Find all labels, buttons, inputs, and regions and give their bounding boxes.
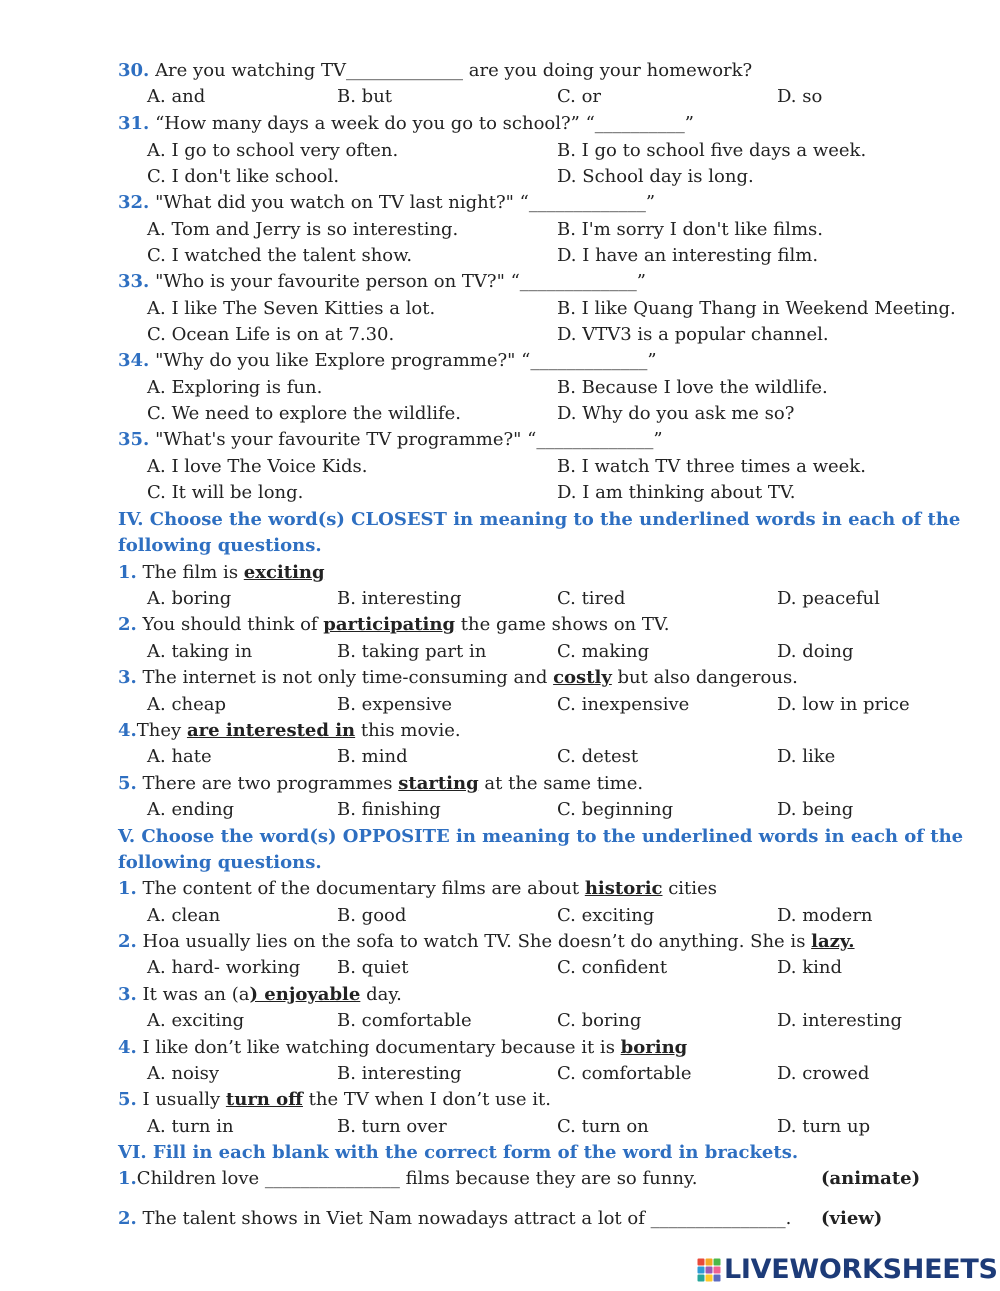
- section-v-heading-cont: following questions.: [118, 852, 322, 873]
- question-text: Are you watching TV_____________ are you doing your homework?: [155, 60, 753, 81]
- options-row: [118, 296, 968, 322]
- underlined-word: exciting: [243, 562, 325, 583]
- option-a[interactable]: A. turn in: [147, 1116, 234, 1137]
- options-row: [118, 586, 968, 612]
- question-number: 33.: [118, 271, 150, 292]
- option-c[interactable]: C. boring: [557, 1010, 642, 1031]
- question-number: 4.: [118, 720, 137, 741]
- options-row: [118, 480, 968, 506]
- question-number: 1.: [118, 878, 137, 899]
- question-number: 2.: [118, 1208, 137, 1229]
- sec4-question-2: [118, 612, 968, 638]
- option-d[interactable]: D. being: [777, 799, 854, 820]
- question-text-pre: It was an (a: [142, 984, 250, 1005]
- option-b[interactable]: B. good: [337, 905, 407, 926]
- question-text-post: the game shows on TV.: [455, 614, 670, 635]
- question-number: 1.: [118, 1168, 137, 1189]
- option-d[interactable]: D. so: [777, 86, 823, 107]
- option-b[interactable]: B. I like Quang Thang in Weekend Meeting.: [557, 298, 956, 319]
- logo-grid-icon: [697, 1258, 721, 1282]
- option-a[interactable]: A. taking in: [147, 641, 253, 662]
- question-text: "Why do you like Explore programme?" “_____________”: [155, 350, 657, 371]
- question-text-post: this movie.: [355, 720, 461, 741]
- option-c[interactable]: C. I don't like school.: [147, 166, 340, 187]
- option-b[interactable]: B. I'm sorry I don't like films.: [557, 219, 823, 240]
- sec6-question-1: [118, 1166, 968, 1192]
- underlined-word: ) enjoyable: [249, 984, 361, 1005]
- sec5-question-3: [118, 982, 968, 1008]
- question-text-pre: The film is: [142, 562, 244, 583]
- question-32: [118, 190, 968, 216]
- section-iv-heading: IV. Choose the word(s) CLOSEST in meaning to the underlined words in each of the: [118, 509, 961, 530]
- question-number: 2.: [118, 931, 137, 952]
- options-row: [118, 401, 968, 427]
- option-d[interactable]: D. doing: [777, 641, 854, 662]
- options-row: [118, 1061, 968, 1087]
- logo-square: [714, 1267, 721, 1274]
- option-b[interactable]: B. quiet: [337, 957, 409, 978]
- liveworksheets-logo: [697, 1252, 997, 1288]
- logo-square: [698, 1275, 705, 1282]
- options-row: [118, 639, 968, 665]
- option-d[interactable]: D. peaceful: [777, 588, 880, 609]
- option-c[interactable]: C. making: [557, 641, 650, 662]
- question-text-post: day.: [360, 984, 402, 1005]
- options-row: [118, 1114, 968, 1140]
- logo-square: [706, 1267, 713, 1274]
- question-number: 35.: [118, 429, 150, 450]
- question-text: “How many days a week do you go to school?” “__________”: [155, 113, 694, 134]
- question-text: "Who is your favourite person on TV?" “_____________”: [155, 271, 646, 292]
- question-text-pre: There are two programmes: [142, 773, 399, 794]
- options-row: [118, 164, 968, 190]
- logo-square: [706, 1259, 713, 1266]
- underlined-word: are interested in: [186, 720, 356, 741]
- underlined-word: lazy.: [811, 931, 855, 952]
- option-b[interactable]: B. but: [337, 86, 393, 107]
- options-row: [118, 322, 968, 348]
- section-v-heading: V. Choose the word(s) OPPOSITE in meaning to the underlined words in each of the: [118, 826, 964, 847]
- option-d[interactable]: D. crowed: [777, 1063, 870, 1084]
- underlined-word: turn off: [225, 1089, 303, 1110]
- option-b[interactable]: B. turn over: [337, 1116, 447, 1137]
- question-text: "What did you watch on TV last night?" “_____________”: [155, 192, 656, 213]
- question-text-pre: I like don’t like watching documentary because it is: [142, 1037, 621, 1058]
- option-b[interactable]: B. Because I love the wildlife.: [557, 377, 828, 398]
- logo-square: [714, 1259, 721, 1266]
- option-c[interactable]: C. exciting: [557, 905, 655, 926]
- sec6-question-2: [118, 1206, 968, 1232]
- option-a[interactable]: A. I go to school very often.: [147, 140, 399, 161]
- option-b[interactable]: B. interesting: [337, 588, 462, 609]
- sec4-question-4: [118, 718, 968, 744]
- option-a[interactable]: A. and: [147, 86, 206, 107]
- question-30: [118, 58, 968, 84]
- question-31: [118, 111, 968, 137]
- option-a[interactable]: A. Tom and Jerry is so interesting.: [147, 219, 459, 240]
- option-d[interactable]: D. VTV3 is a popular channel.: [557, 324, 829, 345]
- option-a[interactable]: A. ending: [147, 799, 235, 820]
- options-row: [118, 744, 968, 770]
- option-c[interactable]: C. We need to explore the wildlife.: [147, 403, 462, 424]
- sec4-question-5: [118, 771, 968, 797]
- question-text-pre: Hoa usually lies on the sofa to watch TV. She doesn’t do anything. She is: [142, 931, 812, 952]
- option-c[interactable]: C. confident: [557, 957, 668, 978]
- question-number: 1.: [118, 562, 137, 583]
- question-number: 3.: [118, 667, 137, 688]
- options-row: [118, 217, 968, 243]
- option-b[interactable]: B. expensive: [337, 694, 453, 715]
- question-text[interactable]: Children love _______________ films because they are so funny.: [136, 1168, 698, 1189]
- question-number: 31.: [118, 113, 150, 134]
- options-row: [118, 955, 968, 981]
- option-b[interactable]: B. I watch TV three times a week.: [557, 456, 866, 477]
- option-d[interactable]: D. Why do you ask me so?: [557, 403, 795, 424]
- option-a[interactable]: A. cheap: [147, 694, 227, 715]
- option-b[interactable]: B. finishing: [337, 799, 441, 820]
- option-c[interactable]: C. comfortable: [557, 1063, 692, 1084]
- question-33: [118, 269, 968, 295]
- options-row: [118, 454, 968, 480]
- question-text-post: at the same time.: [478, 773, 644, 794]
- option-d[interactable]: D. School day is long.: [557, 166, 754, 187]
- question-number: 4.: [118, 1037, 137, 1058]
- question-text: "What's your favourite TV programme?" “_____________”: [155, 429, 663, 450]
- question-number: 32.: [118, 192, 150, 213]
- option-b[interactable]: B. comfortable: [337, 1010, 472, 1031]
- option-d[interactable]: D. turn up: [777, 1116, 871, 1137]
- underlined-word: costly: [553, 667, 612, 688]
- logo-text: LIVEWORKSHEETS: [724, 1254, 998, 1285]
- option-a[interactable]: A. hate: [147, 746, 212, 767]
- option-c[interactable]: C. inexpensive: [557, 694, 690, 715]
- option-d[interactable]: D. modern: [777, 905, 873, 926]
- option-a[interactable]: A. clean: [147, 905, 221, 926]
- options-row: [118, 243, 968, 269]
- option-c[interactable]: C. I watched the talent show.: [147, 245, 413, 266]
- question-text-pre: They: [136, 720, 187, 741]
- underlined-word: boring: [620, 1037, 688, 1058]
- option-d[interactable]: D. I am thinking about TV.: [557, 482, 796, 503]
- question-text-pre: The internet is not only time-consuming and: [142, 667, 554, 688]
- option-a[interactable]: A. exciting: [147, 1010, 245, 1031]
- question-number: 34.: [118, 350, 150, 371]
- option-b[interactable]: B. mind: [337, 746, 408, 767]
- option-d[interactable]: D. like: [777, 746, 836, 767]
- word-hint: (view): [821, 1208, 883, 1229]
- option-a[interactable]: A. Exploring is fun.: [147, 377, 323, 398]
- options-row: [118, 692, 968, 718]
- logo-square: [706, 1275, 713, 1282]
- option-c[interactable]: C. tired: [557, 588, 626, 609]
- option-c[interactable]: C. turn on: [557, 1116, 649, 1137]
- question-number: 30.: [118, 60, 150, 81]
- sec5-question-1: [118, 876, 968, 902]
- option-a[interactable]: A. hard- working: [147, 957, 301, 978]
- logo-square: [714, 1275, 721, 1282]
- question-number: 5.: [118, 1089, 137, 1110]
- option-a[interactable]: A. boring: [147, 588, 232, 609]
- question-text-pre: The content of the documentary films are about: [142, 878, 585, 899]
- logo-square: [698, 1267, 705, 1274]
- option-b[interactable]: B. I go to school five days a week.: [557, 140, 867, 161]
- question-text-post: cities: [662, 878, 717, 899]
- option-d[interactable]: D. interesting: [777, 1010, 903, 1031]
- options-row: [118, 1008, 968, 1034]
- options-row: [118, 84, 968, 110]
- option-a[interactable]: A. I love The Voice Kids.: [147, 456, 368, 477]
- word-hint: (animate): [821, 1168, 921, 1189]
- question-34: [118, 348, 968, 374]
- sec4-question-3: [118, 665, 968, 691]
- question-text-post: but also dangerous.: [611, 667, 798, 688]
- sec5-question-4: [118, 1035, 968, 1061]
- option-c[interactable]: C. Ocean Life is on at 7.30.: [147, 324, 395, 345]
- option-d[interactable]: D. kind: [777, 957, 843, 978]
- options-row: [118, 375, 968, 401]
- options-row: [118, 138, 968, 164]
- option-a[interactable]: A. noisy: [147, 1063, 220, 1084]
- option-b[interactable]: B. taking part in: [337, 641, 487, 662]
- options-row: [118, 903, 968, 929]
- option-c[interactable]: C. or: [557, 86, 602, 107]
- option-c[interactable]: C. beginning: [557, 799, 674, 820]
- section-iv-heading-cont: following questions.: [118, 535, 322, 556]
- question-number: 5.: [118, 773, 137, 794]
- question-number: 2.: [118, 614, 137, 635]
- question-text-post: the TV when I don’t use it.: [302, 1089, 551, 1110]
- question-35: [118, 427, 968, 453]
- option-a[interactable]: A. I like The Seven Kitties a lot.: [147, 298, 436, 319]
- option-c[interactable]: C. detest: [557, 746, 639, 767]
- options-row: [118, 797, 968, 823]
- sec4-question-1: [118, 560, 968, 586]
- logo-square: [698, 1259, 705, 1266]
- option-d[interactable]: D. low in price: [777, 694, 910, 715]
- option-d[interactable]: D. I have an interesting film.: [557, 245, 819, 266]
- question-text[interactable]: The talent shows in Viet Nam nowadays attract a lot of _______________.: [142, 1208, 792, 1229]
- sec5-question-5: [118, 1087, 968, 1113]
- underlined-word: starting: [398, 773, 479, 794]
- option-c[interactable]: C. It will be long.: [147, 482, 304, 503]
- section-vi-heading: VI. Fill in each blank with the correct form of the word in brackets.: [118, 1142, 799, 1163]
- option-b[interactable]: B. interesting: [337, 1063, 462, 1084]
- question-text-pre: I usually: [142, 1089, 226, 1110]
- question-text-pre: You should think of: [142, 614, 324, 635]
- question-number: 3.: [118, 984, 137, 1005]
- underlined-word: participating: [323, 614, 456, 635]
- sec5-question-2: [118, 929, 968, 955]
- underlined-word: historic: [584, 878, 663, 899]
